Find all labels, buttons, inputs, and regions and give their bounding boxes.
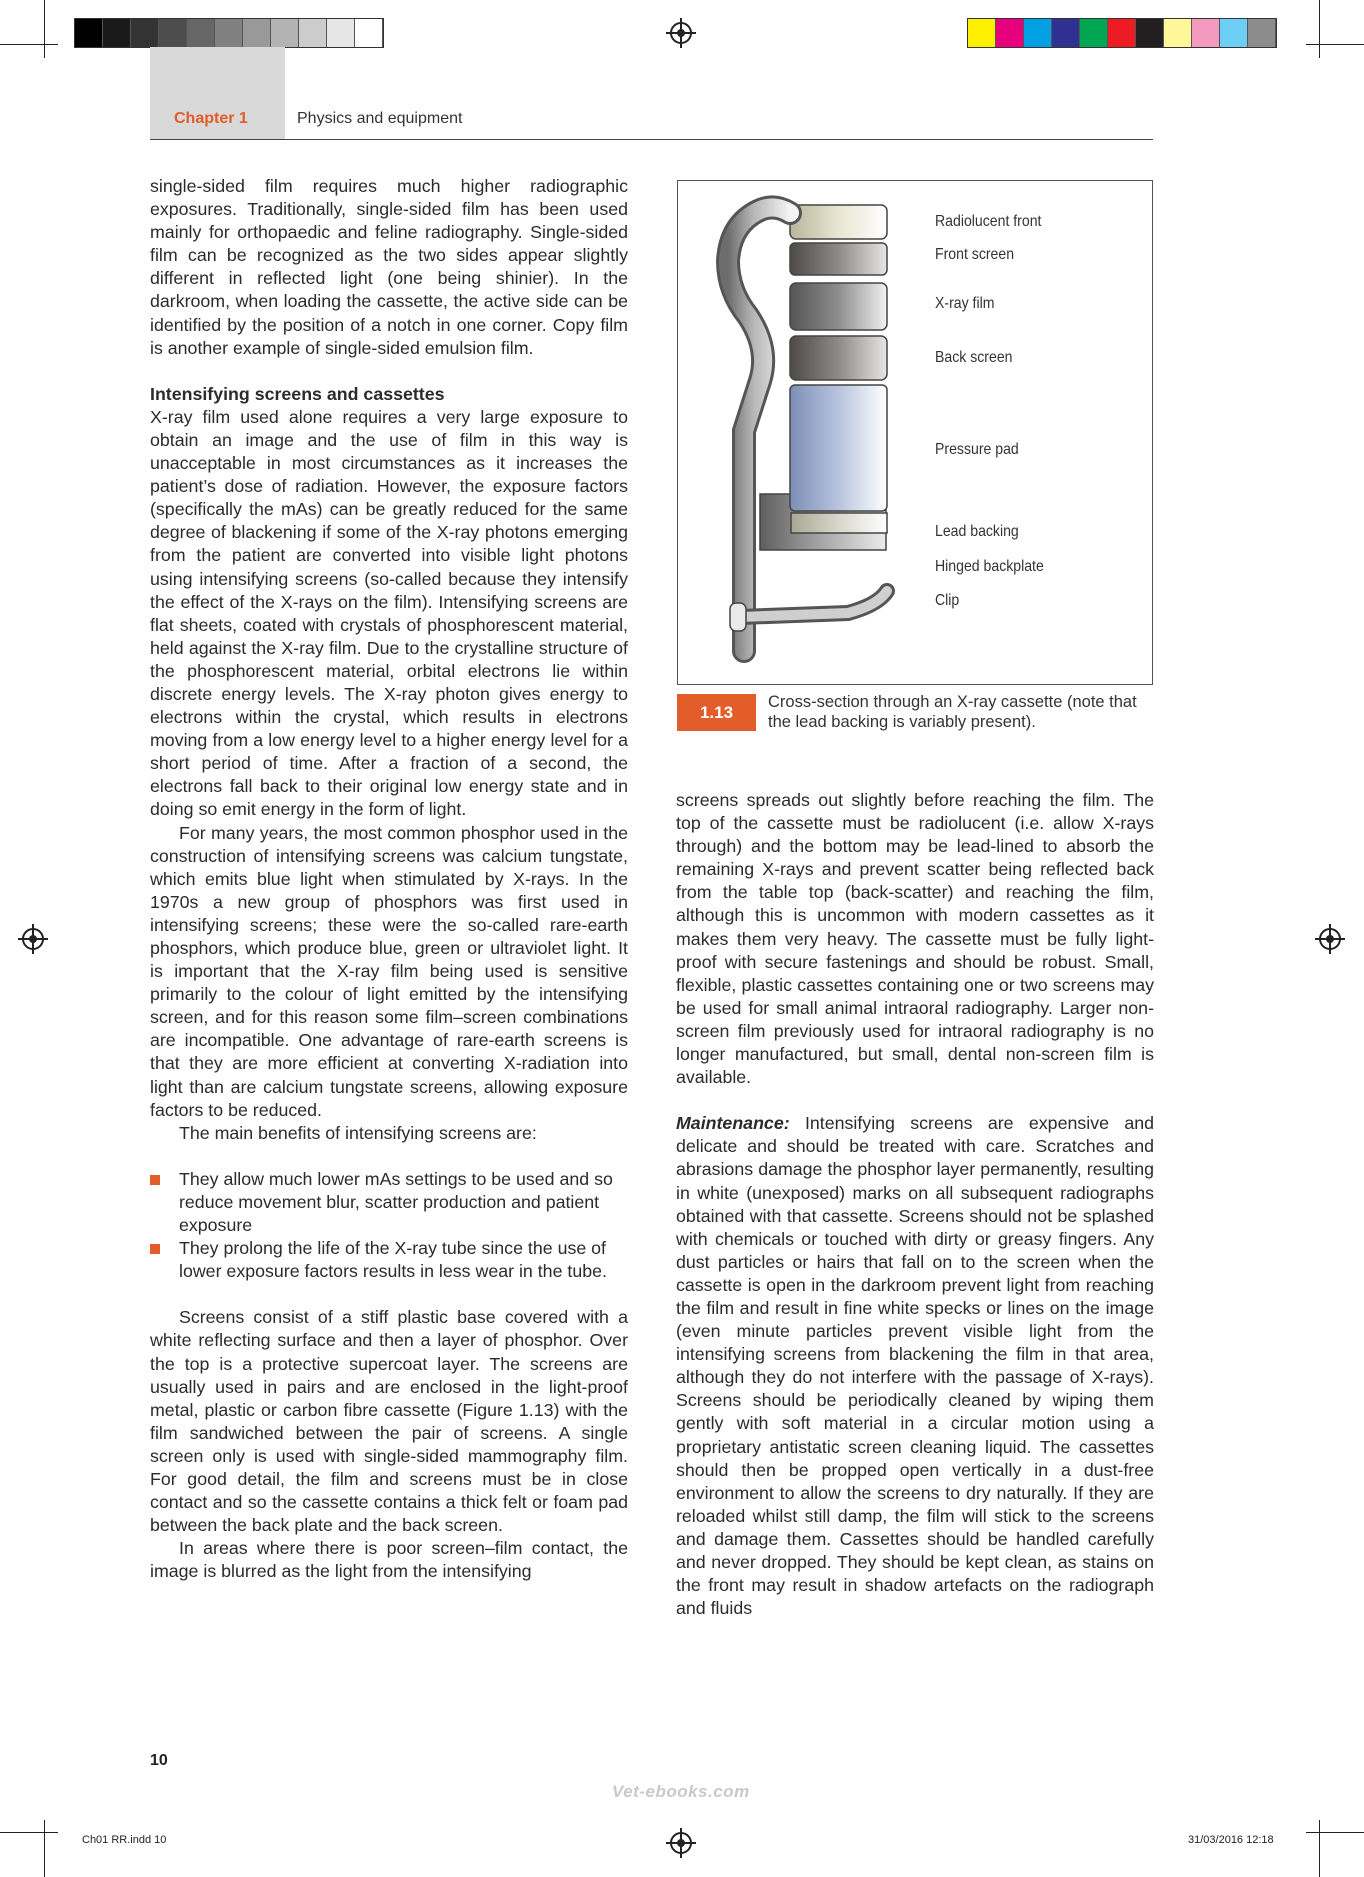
calibration-swatch (159, 19, 187, 47)
label-back-screen: Back screen (935, 349, 1013, 366)
paragraph: X-ray film used alone requires a very large exposure to obtain an image and the use of film in this way is unacceptable in most circumstances as it increases the patient’s dose of radiation. However, the exposure factors (specifically the mAs) can be greatly reduced for the same degree of blackening if some of the X-ray photons emerging from the patient are converted into visible light photons using intensifying screens (so-called because they intensify the effect of the X-rays on the film). Intensifying screens are flat sheets, coated with crystals of phosphorescent material, held against the X-ray film. Due to the crystalline structure of the phosphorescent material, orbital electrons lie within discrete energy levels. The X-ray photon gives energy to electrons within the crystal, which results in electrons moving from a low energy level to a higher energy level for a short period of time. After a fraction of a second, the electrons fall back to their original low energy state and in doing so emit energy in the form of light. (150, 406, 628, 820)
calibration-swatch (1164, 19, 1192, 47)
page-number: 10 (150, 1752, 168, 1769)
list-item: They allow much lower mAs settings to be used and so reduce movement blur, scatter production and patient exposure (150, 1168, 628, 1237)
slug-file: Ch01 RR.indd 10 (82, 1834, 167, 1846)
calibration-swatch (355, 19, 383, 47)
maintenance-text: Intensifying screens are expensive and delicate and should be treated with care. Scratches and abrasions damage the phosphor layer permanently, resulting in white (unexposed) marks on all subsequent radiographs obtained with that cassette. Screens should not be splashed with chemicals or touched with dirty or greasy fingers. Any dust particles or hairs that fall on to the screen when the cassette is open in the darkroom prevent light from reaching the film and result in fine white specks or lines on the image (even minute particles prevent visible light from the intensifying screens from blackening the film in that area, although they do not interfere with the passage of X-rays). Screens should be periodically cleaned by wiping them gently with soft material in a circular motion using a proprietary antistatic screen cleaning liquid. The cassettes should then be propped open vertically in a dust-free environment to allow the screens to dry naturally. If they are reloaded whilst still damp, the film will stick to the screens and damage them. Cassettes should be handled carefully and never dropped. They should be kept clean, as stains on the front may result in shadow artefacts on the radiograph and fluids (676, 1113, 1154, 1619)
calibration-swatch (1052, 19, 1080, 47)
calibration-swatch (243, 19, 271, 47)
calibration-swatch (299, 19, 327, 47)
cassette-frame-highlight (728, 207, 790, 651)
calibration-swatch (996, 19, 1024, 47)
chapter-label: Chapter 1 (174, 110, 248, 127)
running-head: Physics and equipment (297, 110, 463, 127)
crop-mark-bl-h (0, 1832, 58, 1833)
crop-mark-bl-v (44, 1820, 45, 1877)
right-column (676, 789, 1154, 1620)
label-radiolucent-front: Radiolucent front (935, 213, 1042, 230)
calibration-swatch (1108, 19, 1136, 47)
crop-mark-tl-h (0, 44, 58, 45)
crop-mark-tr-v (1319, 0, 1320, 58)
figure-cassette-cross-section (677, 180, 1153, 685)
calibration-swatch (1220, 19, 1248, 47)
calibration-swatch (327, 19, 355, 47)
calibration-swatch (271, 19, 299, 47)
figure-number: 1.13 (677, 694, 756, 731)
left-column (150, 175, 628, 1583)
calibration-swatch (1024, 19, 1052, 47)
clip-end (730, 603, 746, 631)
label-x-ray-film: X-ray film (935, 295, 995, 312)
calibration-swatch (75, 19, 103, 47)
calibration-swatch (968, 19, 996, 47)
figure-caption: Cross-section through an X-ray cassette (note that the lead backing is variably present). (768, 693, 1137, 731)
crop-mark-tr-h (1306, 44, 1364, 45)
pressure-pad (790, 385, 887, 511)
paragraph: In areas where there is poor screen–film contact, the image is blurred as the light from the intensifying (150, 1538, 628, 1582)
label-lead-backing: Lead backing (935, 523, 1019, 540)
calibration-swatch (1248, 19, 1276, 47)
label-clip: Clip (935, 592, 960, 609)
crop-mark-br-h (1306, 1832, 1364, 1833)
list-item: They prolong the life of the X-ray tube since the use of lower exposure factors results in less wear in the tube. (150, 1237, 628, 1283)
back-screen (790, 336, 887, 380)
label-front-screen: Front screen (935, 246, 1015, 263)
registration-mark-top-icon (670, 22, 692, 44)
maintenance-heading: Maintenance: (676, 1113, 790, 1134)
front-screen (790, 243, 887, 275)
registration-mark-left-icon (22, 928, 44, 950)
calibration-swatch (131, 19, 159, 47)
registration-mark-bottom-icon (670, 1832, 692, 1854)
x-ray-film (790, 283, 887, 330)
paragraph-maintenance (676, 1112, 1154, 1620)
calibration-swatch (1192, 19, 1220, 47)
crop-mark-br-v (1319, 1820, 1320, 1877)
calibration-swatch (187, 19, 215, 47)
registration-mark-right-icon (1319, 928, 1341, 950)
watermark: Vet-ebooks.com (612, 1782, 750, 1801)
paragraph: screens spreads out slightly before reaching the film. The top of the cassette must be radiolucent (i.e. allow X-rays through) and the bottom may be lead-lined to absorb the remaining X-rays and prevent scatter being reflected back from the table top (back-scatter) and reaching the film, although this is uncommon with modern cassettes as it makes them very heavy. The cassette must be fully light-proof with secure fastenings and should be robust. Small, flexible, plastic cassettes containing one or two screens may be used for small animal intraoral radiography. Larger non-screen film previously used for intraoral radiography is no longer manufactured, but small, dental non-screen film is available. (676, 790, 1154, 1088)
benefits-list (150, 1168, 628, 1283)
calibration-swatch (103, 19, 131, 47)
colour-calibration-bar (967, 18, 1277, 48)
paragraph: For many years, the most common phosphor used in the construction of intensifying screens was calcium tungstate, which emits blue light when stimulated by X-rays. In the 1970s a new group of phosphors was first used in intensifying screens; these were the so-called rare-earth phosphors, which produce blue, green or ultraviolet light. It is important that the X-ray film being used is sensitive primarily to the colour of light emitted by the intensifying screen, and for this reason some film–screen combinations are incompatible. One advantage of rare-earth screens is that they are more efficient at converting X-radiation into light than are calcium tungstate screens, allowing exposure factors to be reduced. (150, 822, 628, 1120)
paragraph: The main benefits of intensifying screens are: (179, 1122, 537, 1143)
crop-mark-tl-v (44, 0, 45, 58)
cassette-diagram (678, 181, 1152, 684)
calibration-swatch (215, 19, 243, 47)
slug-date: 31/03/2016 12:18 (1188, 1834, 1274, 1846)
header-rule (150, 139, 1153, 140)
radiolucent-front (790, 205, 887, 239)
paragraph: single-sided film requires much higher radiographic exposures. Traditionally, single-sided film has been used mainly for orthopaedic and feline radiography. Single-sided film can be recognized as the two sides appear slightly different in reflected light (one being shinier). In the darkroom, when loading the cassette, the active side can be identified by the position of a notch in one corner. Copy film is another example of single-sided emulsion film. (150, 176, 628, 358)
calibration-swatch (1080, 19, 1108, 47)
lead-backing (791, 513, 887, 533)
label-pressure-pad: Pressure pad (935, 441, 1019, 458)
grey-calibration-bar (74, 18, 384, 48)
paragraph: Screens consist of a stiff plastic base covered with a white reflecting surface and then a layer of phosphor. Over the top is a protective supercoat layer. The screens are usually used in pairs and are enclosed in the light-proof metal, plastic or carbon fibre cassette (Figure 1.13) with the film sandwiched between the pair of screens. A single screen only is used with single-sided mammography film. For good detail, the film and screens must be in close contact and so the cassette contains a thick felt or foam pad between the back plate and the back screen. (150, 1307, 628, 1536)
section-heading: Intensifying screens and cassettes (150, 383, 445, 404)
calibration-swatch (1136, 19, 1164, 47)
label-hinged-backplate: Hinged backplate (935, 558, 1044, 575)
